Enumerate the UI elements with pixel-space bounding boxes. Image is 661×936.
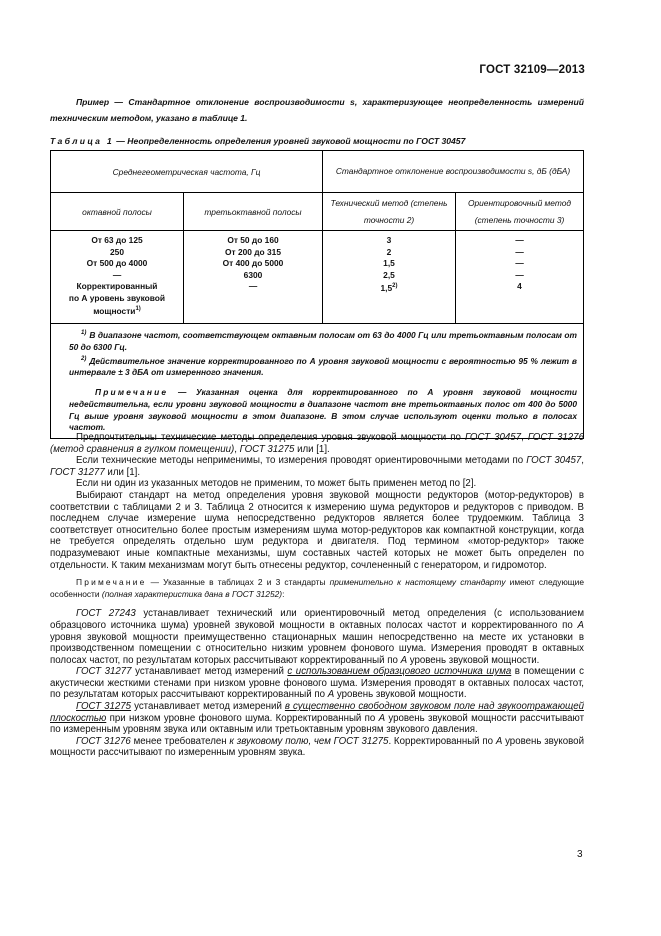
text-run: в помещении с акустически жесткими стенами при низком уровне фонового шума. Измерения проводят в октавных полосах частот, по результатам которых рассчитывают корректированный по bbox=[50, 666, 584, 701]
text-run: : bbox=[282, 588, 285, 599]
third-octave-value: От 50 до 160 bbox=[227, 235, 279, 245]
footnote-ref: 2) bbox=[392, 283, 398, 289]
third-octave-value: От 200 до 315 bbox=[225, 246, 281, 257]
octave-value: 250 bbox=[110, 246, 124, 257]
text-run: или [1]. bbox=[294, 443, 330, 455]
technical-value: 1,5 bbox=[380, 282, 393, 293]
standard-header: ГОСТ 32109—2013 bbox=[479, 64, 585, 76]
text-run: уровень звуковой мощности. bbox=[407, 654, 540, 666]
orientation-value: 4 bbox=[517, 281, 522, 291]
header-frequency: Среднегеометрическая частота, Гц bbox=[51, 151, 323, 193]
note-label: Примечание bbox=[76, 577, 147, 588]
header-std-deviation: Стандартное отклонение воспроизводимости s, дБ (дБА) bbox=[323, 151, 584, 193]
orientation-value: — bbox=[515, 235, 524, 245]
third-octave-value: — bbox=[248, 281, 258, 291]
table-note bbox=[69, 387, 577, 434]
reference-gost-31275: ГОСТ 31275 bbox=[76, 701, 132, 713]
octave-value: От 500 до 4000 bbox=[86, 258, 148, 268]
octave-value: мощности bbox=[93, 305, 136, 316]
footnote-1-mark: 1) bbox=[81, 330, 87, 337]
text-run: Предпочтительны технические методы определения уровня звуковой мощности по bbox=[76, 432, 465, 443]
orientation-method-values bbox=[456, 231, 584, 324]
third-octave-values bbox=[184, 231, 323, 324]
paragraph-standard-selection: Выбирают стандарт на метод определения уровня звуковой мощности редукторов (мотор-редукторов) в соответствии с таблицами 2 и 3. Таблица 2 относится к измерению шума редукторов и редукторов с приводом. В последнем случае измерение шума непосредственно редукторов является более трудоемким. Таблица 3 соответствует относительно более простым измерениям шума мотор-редукторов как компактной конструкции, когда не требуется определять отдельно шум редуктора и двигателя. Под термином «мотор-редуктор» также подразумевают иные компактные механизмы, шум составных частей которых не может быть определен по отдельности. К таким механизмам могут быть отнесены редуктор, сочлененный с генератором, и гидромотор. bbox=[50, 489, 584, 571]
text-run: устанавливает метод измерений bbox=[131, 666, 288, 678]
table-caption-text: — Неопределенность определения уровней звуковой мощности по ГОСТ 30457 bbox=[113, 136, 466, 146]
octave-value: по А уровень звуковой bbox=[68, 292, 166, 303]
reference-gost-31277: ГОСТ 31277 bbox=[76, 666, 132, 678]
reference-gost-31276: ГОСТ 31276 bbox=[76, 735, 131, 747]
footnote-2-mark: 2) bbox=[81, 355, 87, 362]
text-run: уровень звуковой мощности рассчитывают по измеренным уровням звука. bbox=[50, 735, 584, 759]
table-caption bbox=[50, 136, 584, 146]
text-run: устанавливает метод измерений bbox=[131, 701, 285, 713]
text-run: имеют следующие особенности bbox=[50, 577, 584, 599]
text-run: А bbox=[327, 689, 335, 701]
subheader-octave: октавной полосы bbox=[51, 193, 184, 231]
table-note-label: Примечание bbox=[95, 387, 169, 398]
paragraph-gost-31276 bbox=[50, 736, 584, 759]
text-run: уровень звуковой мощности. bbox=[334, 689, 467, 701]
reference-gost-31277: ГОСТ 31277 bbox=[50, 466, 105, 478]
text-run: А bbox=[400, 654, 408, 666]
paragraph-gost-31275 bbox=[50, 701, 584, 736]
text-run: (полная характеристика дана в ГОСТ 31252) bbox=[101, 588, 283, 599]
footnote-1-text: В диапазоне частот, соответствующем октавным полосам от 63 до 4000 Гц или третьоктавным полосам от 50 до 6300 Гц. bbox=[69, 330, 577, 352]
table-caption-label: Таблица 1 bbox=[50, 136, 114, 146]
text-run: применительно к настоящему стандарту bbox=[329, 577, 506, 588]
third-octave-value: От 400 до 5000 bbox=[222, 258, 284, 268]
text-run: , bbox=[521, 432, 528, 443]
technical-value: 1,5 bbox=[383, 258, 395, 268]
octave-value: — bbox=[112, 269, 122, 280]
text-run: уровня звуковой мощности преимущественно стационарных машин непосредственно на месте их установки в производственном помещении с относительно низким уровнем фонового шума. Измерения проводят в октавных полосах частот, по результатам которых рассчитывают корректированный по bbox=[50, 631, 584, 666]
text-run: , bbox=[581, 455, 584, 467]
text-run: А bbox=[577, 619, 584, 631]
reference-gost-27243: ГОСТ 27243 bbox=[76, 608, 136, 620]
text-run: , bbox=[234, 443, 240, 455]
text-run: при низком уровне фонового шума. Корректированный по bbox=[106, 712, 379, 724]
technical-method-values bbox=[323, 231, 456, 324]
paragraph-preferred-methods bbox=[50, 432, 584, 455]
text-run: менее требователен bbox=[130, 735, 230, 747]
technical-value: 3 bbox=[386, 235, 392, 245]
technical-value: 2,5 bbox=[383, 269, 395, 280]
page-number: 3 bbox=[577, 849, 583, 860]
footnote-ref: 1) bbox=[135, 306, 141, 312]
paragraph-gost-27243 bbox=[50, 608, 584, 666]
reference-gost-30457: ГОСТ 30457 bbox=[526, 455, 582, 467]
octave-band-values bbox=[51, 231, 184, 324]
text-run: А bbox=[378, 712, 386, 724]
text-run: устанавливает технический или ориентировочный метод определения (с использованием образцового источника шума) уровней звуковой мощности в октавных полосах частот и корректированного по bbox=[50, 608, 584, 631]
technical-value: 2 bbox=[386, 246, 392, 257]
note-paragraph bbox=[50, 577, 584, 600]
body-text bbox=[50, 432, 584, 759]
text-run: в существенно свободном звуковом поле над звукоотражающей плоскостью bbox=[50, 701, 584, 724]
subheader-third-octave: третьоктавной полосы bbox=[184, 193, 323, 231]
text-run: А bbox=[495, 735, 503, 747]
octave-value: Корректированный bbox=[76, 281, 158, 291]
reference-gost-31275: ГОСТ 31275 bbox=[239, 443, 295, 455]
paragraph-gost-31277 bbox=[50, 666, 584, 701]
reference-gost-31276: ГОСТ 31276 (метод сравнения в гулком помещении) bbox=[50, 432, 584, 455]
text-run: . Корректированный по bbox=[388, 735, 496, 747]
orientation-value: — bbox=[515, 269, 524, 280]
text-run: к звуковому полю, чем ГОСТ 31275 bbox=[229, 735, 389, 747]
text-run: Если технические методы неприменимы, то измерения проводят ориентировочными методами по bbox=[76, 455, 527, 467]
text-run: с использованием образцового источника шума bbox=[287, 666, 512, 678]
text-run: уровень звуковой мощности рассчитывают по измеренным уровням звука или октавным или третьоктавным уровням звукового давления. bbox=[50, 712, 585, 736]
text-run: — Указанные в таблицах 2 и 3 стандарты bbox=[146, 577, 330, 588]
uncertainty-table bbox=[50, 150, 584, 439]
subheader-technical-method: Технический метод (степень точности 2) bbox=[323, 193, 456, 231]
table-notes bbox=[51, 324, 584, 439]
footnote-1 bbox=[69, 328, 577, 353]
table-note-text: — Указанная оценка для корректированного по А уровня звуковой мощности недействительна, если уровни звуковой мощности в диапазоне частот вне третьоктавных полос от 400 до 5000 Гц выше уровня звуковой мощности в этом диапазоне. В этом случае используют оценки только в полосах частот. bbox=[69, 387, 577, 433]
paragraph-fallback-method: Если ни один из указанных методов не применим, то может быть применен метод по [2]. bbox=[76, 478, 477, 490]
reference-gost-30457: ГОСТ 30457 bbox=[464, 432, 522, 443]
paragraph-orientation-methods bbox=[50, 455, 584, 478]
footnote-2 bbox=[69, 354, 577, 379]
orientation-value: — bbox=[515, 246, 524, 257]
orientation-value: — bbox=[515, 258, 524, 268]
octave-value: От 63 до 125 bbox=[91, 235, 143, 245]
third-octave-value: 6300 bbox=[243, 269, 263, 280]
example-paragraph: Пример — Стандартное отклонение воспроизводимости s, характеризующее неопределенность измерений техническим методом, указано в таблице 1. bbox=[50, 97, 584, 123]
text-run: или [1]. bbox=[104, 466, 141, 478]
footnote-2-text: Действительное значение корректированного по А уровня звуковой мощности с вероятностью 95 % лежит в интервале ± 3 дБА от измеренного значения. bbox=[69, 355, 577, 378]
subheader-orientation-method: Ориентировочный метод (степень точности 3) bbox=[456, 193, 584, 231]
